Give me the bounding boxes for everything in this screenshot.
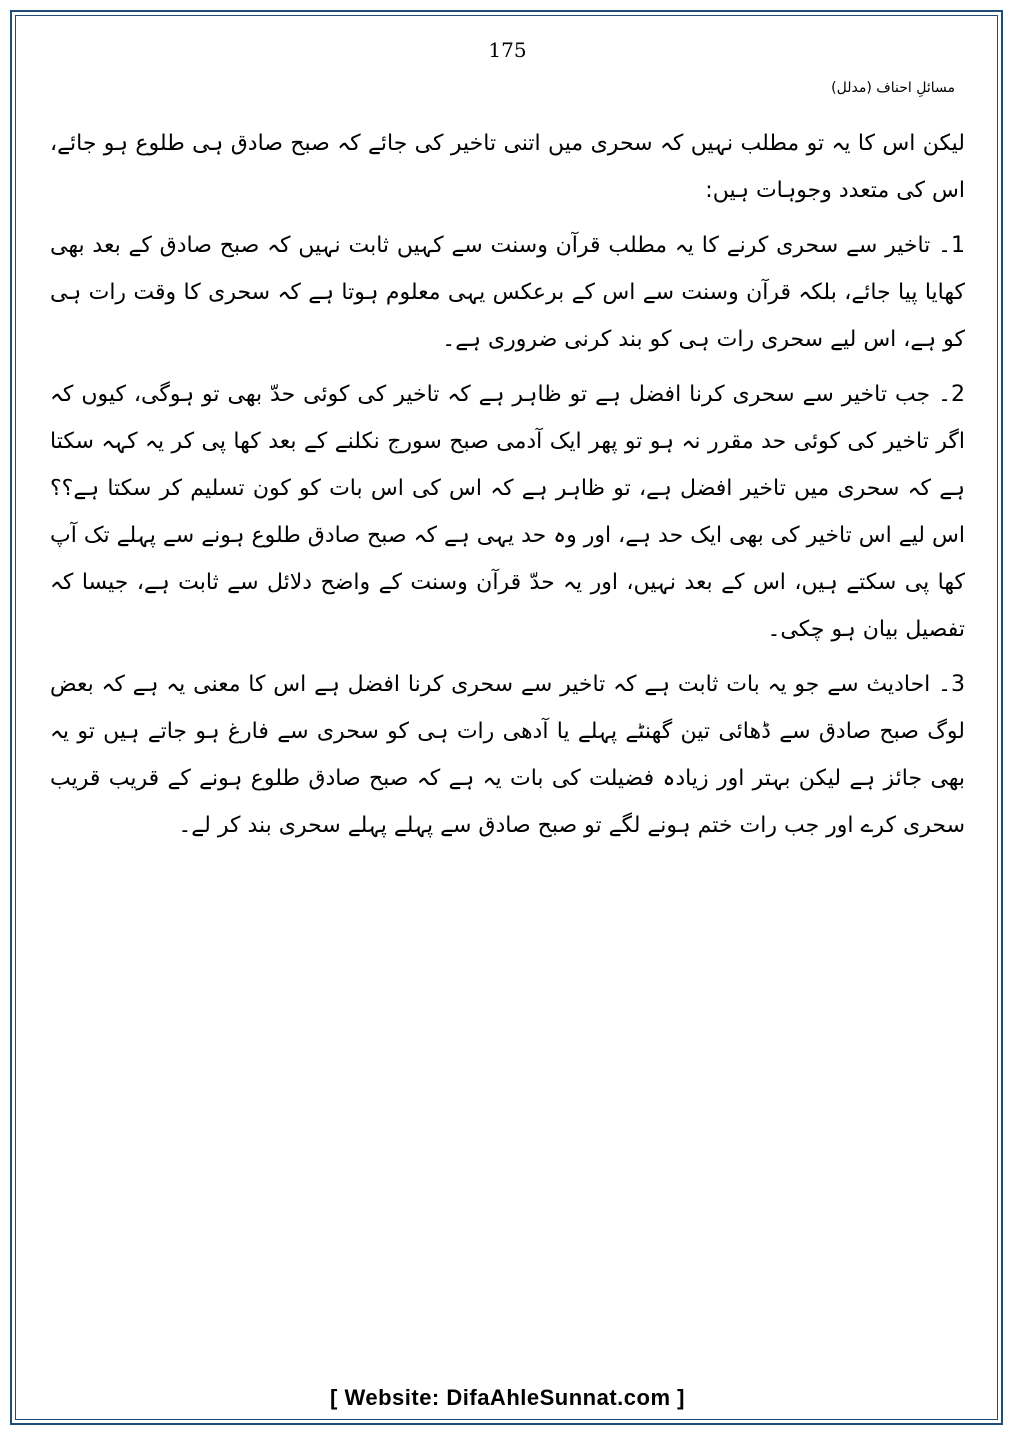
page-number: 175 <box>488 38 527 62</box>
point-1-paragraph: 1۔ تاخیر سے سحری کرنے کا یہ مطلب قرآن وسنت سے کہیں ثابت نہیں کہ صبح صادق کے بعد بھی کھایا پیا جائے، بلکہ قرآن وسنت سے اس کے برعکس یہی معلوم ہوتا ہے کہ سحری کا وقت رات ہی کو ہے، اس لیے سحری رات ہی کو بند کرنی ضروری ہے۔ <box>50 233 965 352</box>
intro-paragraph: لیکن اس کا یہ تو مطلب نہیں کہ سحری میں اتنی تاخیر کی جائے کہ صبح صادق ہی طلوع ہو جائے، اس کی متعدد وجوہات ہیں: <box>50 131 965 203</box>
point-2-paragraph: 2۔ جب تاخیر سے سحری کرنا افضل ہے تو ظاہر ہے کہ تاخیر کی کوئی حدّ بھی تو ہوگی، کیوں کہ اگر تاخیر کی کوئی حد مقرر نہ ہو تو پھر ایک آدمی صبح سورج نکلنے کے بعد کھا پی کر یہ کہہ سکتا ہے کہ سحری میں تاخیر افضل ہے، تو ظاہر ہے کہ اس کی اس بات کو کون تسلیم کر سکتا ہے؟؟ اس لیے اس تاخیر کی بھی ایک حد ہے، اور وہ حد یہی ہے کہ صبح صادق طلوع ہونے سے پہلے تک آپ کھا پی سکتے ہیں، اس کے بعد نہیں، اور یہ حدّ قرآن وسنت کے واضح دلائل سے ثابت ہے، جیسا کہ تفصیل بیان ہو چکی۔ <box>50 382 965 642</box>
website-footer: [ Website: DifaAhleSunnat.com ] <box>330 1385 685 1410</box>
point-3-paragraph: 3۔ احادیث سے جو یہ بات ثابت ہے کہ تاخیر سے سحری کرنا افضل ہے اس کا معنی یہ ہے کہ بعض لوگ صبح صادق سے ڈھائی تین گھنٹے پہلے یا آدھی رات ہی کو سحری سے فارغ ہو جاتے ہیں تو یہ بھی جائز ہے لیکن بہتر اور زیادہ فضیلت کی بات یہ ہے کہ صبح صادق طلوع ہونے کے قریب قریب سحری کرے اور جب رات ختم ہونے لگے تو صبح صادق سے پہلے پہلے سحری بند کر لے۔ <box>50 672 965 838</box>
running-head: مسائلِ احناف (مدلل) <box>831 80 955 96</box>
body-text <box>50 120 965 857</box>
